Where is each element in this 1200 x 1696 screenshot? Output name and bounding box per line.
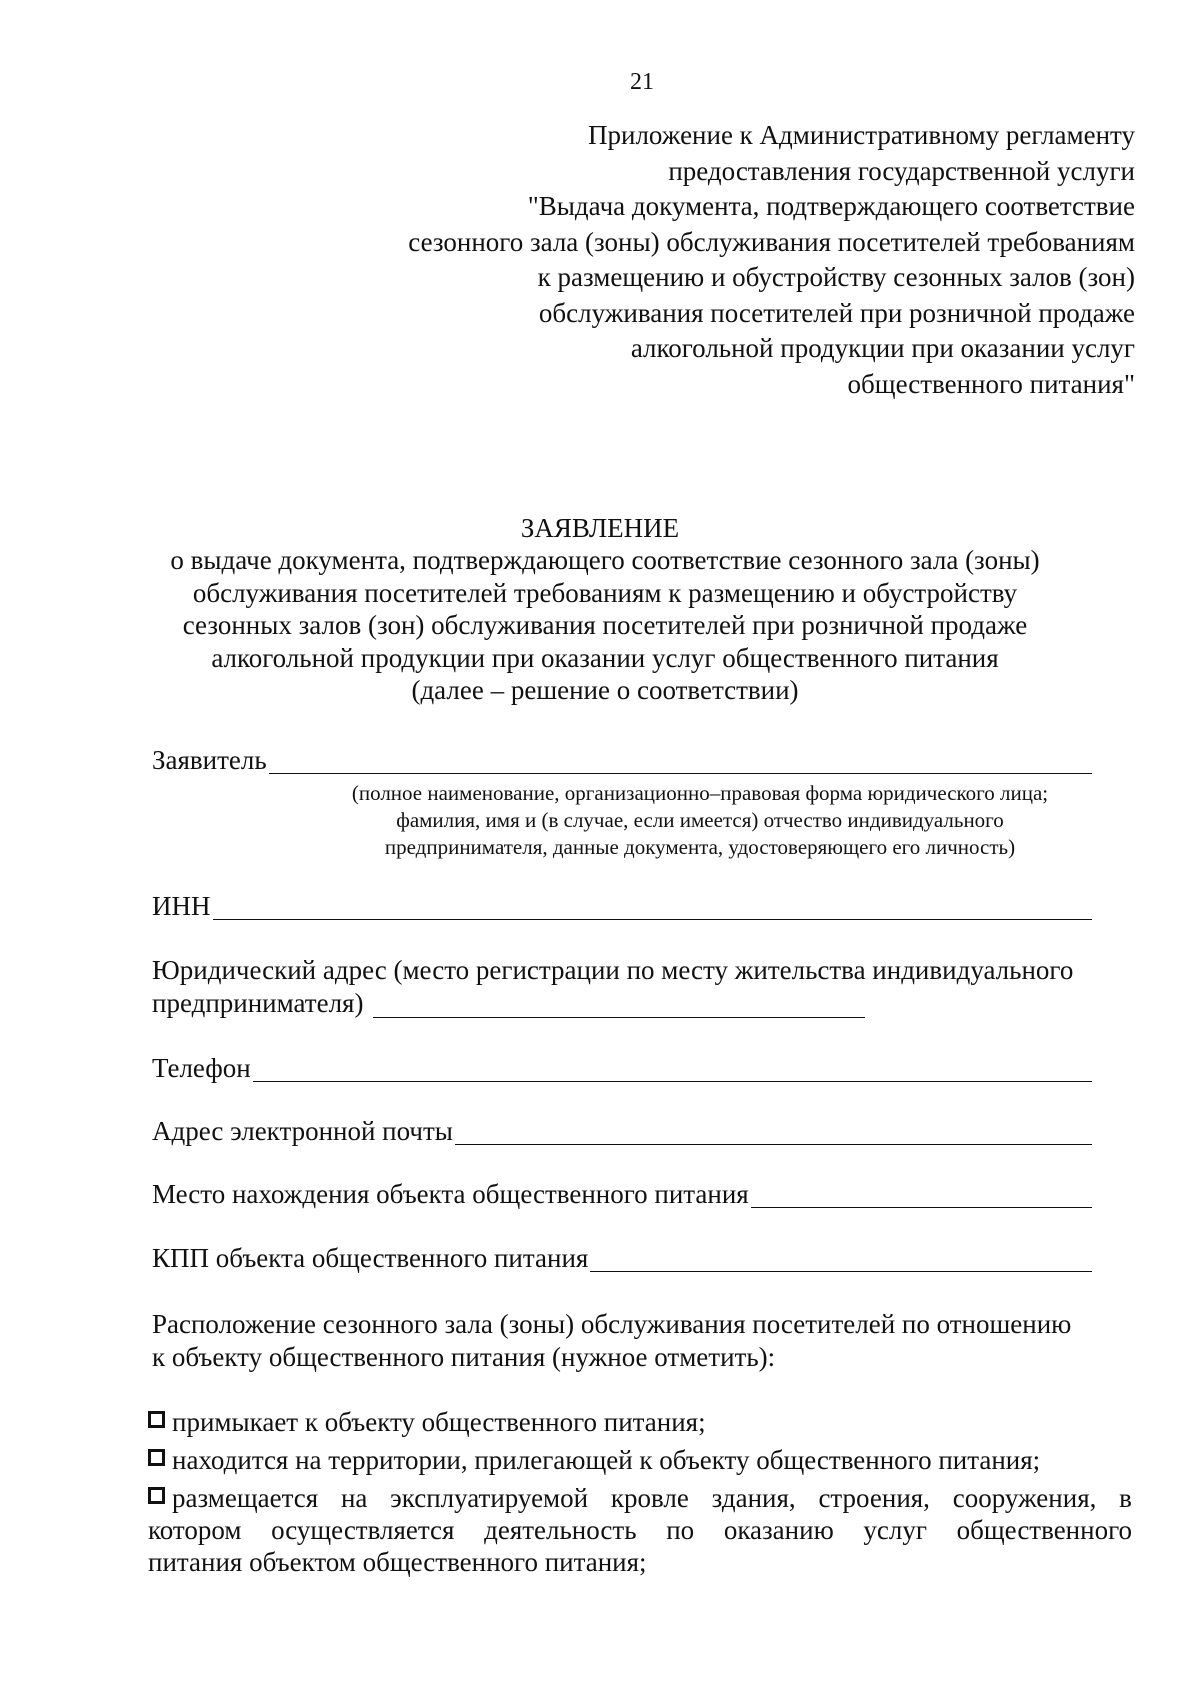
option-roof-line-3: питания объектом общественного питания; xyxy=(148,1547,647,1577)
legal-address-second-line xyxy=(152,987,1132,1020)
subtitle-line: алкогольной продукции при оказании услуг общественного питания xyxy=(211,642,999,673)
option-roof-line-2 xyxy=(148,1514,1132,1546)
kpp-field[interactable] xyxy=(590,1245,1092,1272)
legal-address-field[interactable] xyxy=(373,991,865,1018)
appendix-line: Приложение к Административному регламенту xyxy=(588,120,1135,150)
subtitle-line: (далее – решение о соответствии) xyxy=(411,675,799,705)
option-word: на xyxy=(340,1483,368,1513)
page-number: 21 xyxy=(630,69,654,95)
option-word: в xyxy=(1119,1483,1132,1513)
option-word: по xyxy=(666,1515,695,1545)
email-field[interactable] xyxy=(455,1118,1092,1145)
legal-address-block xyxy=(152,954,1132,1020)
email-row xyxy=(152,1115,1092,1147)
applicant-hint xyxy=(280,780,1120,861)
option-word: осуществляется xyxy=(271,1515,455,1545)
subtitle-line: обслуживания посетителей требованиям к размещению и обустройству xyxy=(192,577,1018,608)
option-label: находится на территории, прилегающей к объекту общественного питания; xyxy=(172,1445,1041,1475)
option-word: кровле xyxy=(610,1483,689,1513)
hint-line: (полное наименование, организационно–правовая форма юридического лица; xyxy=(351,781,1049,805)
option-word: общественного xyxy=(956,1515,1132,1545)
option-word: здания, xyxy=(711,1483,796,1513)
option-label: примыкает к объекту общественного питания; xyxy=(172,1407,706,1437)
appendix-line: "Выдача документа, подтверждающего соответствие xyxy=(527,191,1135,221)
hint-line: предпринимателя, данные документа, удостоверяющего его личность) xyxy=(384,835,1016,859)
appendix-line: алкогольной продукции при оказании услуг xyxy=(630,333,1135,363)
option-word: деятельность xyxy=(484,1515,637,1545)
inn-label: ИНН xyxy=(152,891,211,921)
checkbox-icon[interactable] xyxy=(148,1487,165,1504)
phone-row xyxy=(152,1052,1092,1084)
appendix-line: обслуживания посетителей при розничной продаже xyxy=(538,297,1135,328)
phone-label: Телефон xyxy=(152,1053,251,1083)
legal-address-label: Юридический адрес (место регистрации по месту жительства индивидуального xyxy=(152,955,1074,985)
placement-intro-line: к объекту общественного питания (нужное отметить): xyxy=(152,1342,776,1372)
location-field[interactable] xyxy=(751,1181,1092,1208)
applicant-label: Заявитель xyxy=(152,745,267,775)
appendix-line: сезонного зала (зоны) обслуживания посетителей требованиям xyxy=(408,226,1135,257)
location-label: Место нахождения объекта общественного питания xyxy=(152,1179,749,1209)
inn-row xyxy=(152,890,1092,922)
subtitle-line: о выдаче документа, подтверждающего соответствие сезонного зала (зоны) xyxy=(170,545,1040,575)
location-row xyxy=(152,1178,1092,1210)
applicant-field[interactable] xyxy=(269,747,1092,774)
hint-line: фамилия, имя и (в случае, если имеется) отчество индивидуального xyxy=(396,808,1004,832)
statement-subtitle xyxy=(140,544,1070,707)
inn-field[interactable] xyxy=(213,893,1093,920)
option-word: оказанию xyxy=(723,1515,834,1545)
statement-title: ЗАЯВЛЕНИЕ xyxy=(520,513,680,543)
option-word: сооружения, xyxy=(952,1483,1097,1513)
option-word: услуг xyxy=(863,1515,927,1545)
placement-option-roof[interactable] xyxy=(148,1482,1132,1578)
placement-option-territory[interactable] xyxy=(148,1444,1132,1476)
appendix-header xyxy=(335,118,1135,402)
appendix-line: общественного питания" xyxy=(847,368,1135,399)
option-roof-line-1 xyxy=(148,1482,1132,1514)
option-word: эксплуатируемой xyxy=(390,1483,589,1513)
applicant-row xyxy=(152,744,1092,776)
placement-intro xyxy=(152,1308,1132,1374)
checkbox-icon[interactable] xyxy=(148,1411,165,1428)
appendix-line: к размещению и обустройству сезонных залов (зон) xyxy=(537,262,1135,292)
legal-address-label-cont: предпринимателя) xyxy=(152,988,364,1018)
option-word: строения, xyxy=(818,1483,930,1513)
kpp-row xyxy=(152,1242,1092,1274)
placement-intro-line: Расположение сезонного зала (зоны) обслуживания посетителей по отношению xyxy=(152,1309,1072,1339)
kpp-label: КПП объекта общественного питания xyxy=(152,1243,589,1273)
subtitle-line: сезонных залов (зон) обслуживания посетителей при розничной продаже xyxy=(182,610,1028,640)
email-label: Адрес электронной почты xyxy=(152,1116,453,1146)
appendix-line: предоставления государственной услуги xyxy=(668,155,1135,186)
option-word: котором xyxy=(148,1515,242,1545)
checkbox-icon[interactable] xyxy=(148,1449,165,1466)
placement-option-adjacent[interactable] xyxy=(148,1406,1132,1438)
phone-field[interactable] xyxy=(253,1055,1092,1082)
option-word: размещается xyxy=(172,1483,319,1513)
